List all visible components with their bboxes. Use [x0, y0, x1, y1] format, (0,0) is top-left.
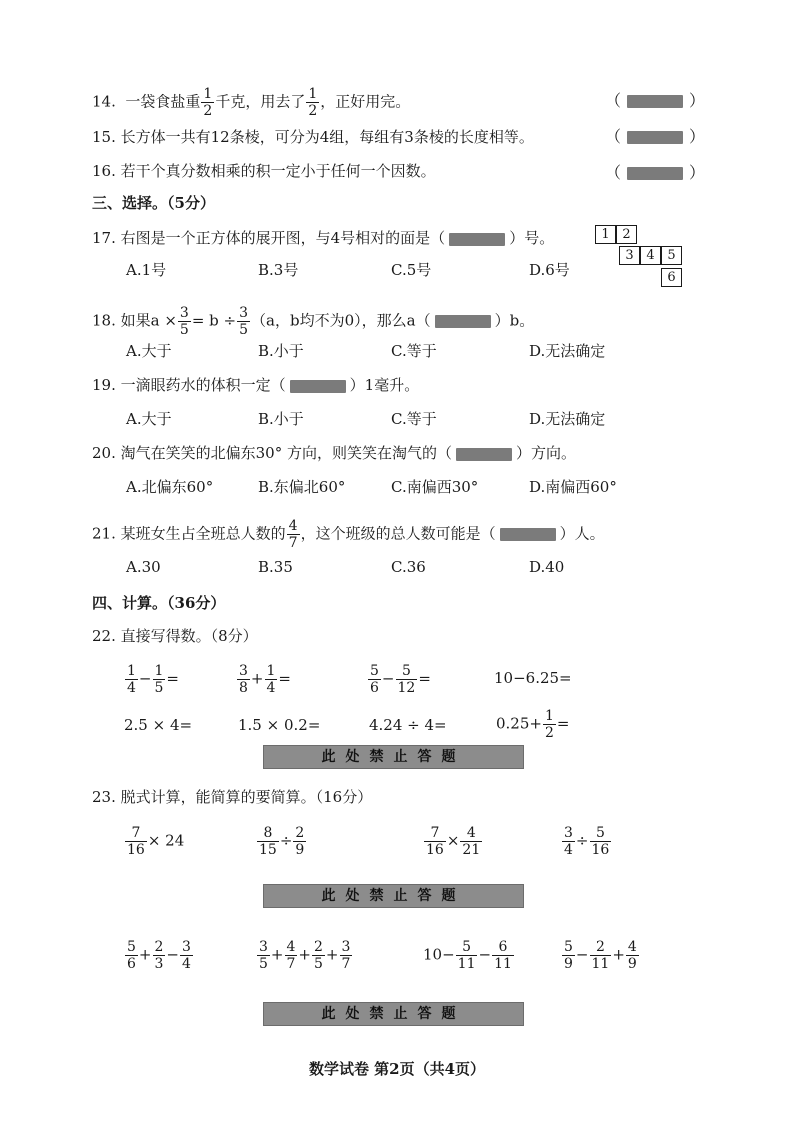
option-d[interactable]: D.6号	[529, 261, 570, 279]
net-face-2: 2	[616, 225, 637, 244]
option-c[interactable]: C.5号	[391, 261, 432, 279]
calc-23-e: $\frac{5}{6}$ + $\frac{2}{3}$ − $\frac{3}{4}$	[127, 939, 191, 972]
question-16: 16. 若干个真分数相乘的积一定小于任何一个因数。	[92, 162, 436, 180]
fraction: $\frac{3}{4}$	[564, 825, 573, 858]
fraction: $\frac{7}{16}$	[127, 825, 145, 858]
calc-22-a: $\frac{1}{4}$ − $\frac{1}{5}$ =	[127, 663, 179, 696]
calc-23-b: $\frac{8}{15}$ ÷ $\frac{2}{9}$	[259, 825, 305, 858]
fraction: $\frac{4}{21}$	[462, 825, 481, 858]
calc-22-e: 2.5 × 4=	[124, 716, 193, 734]
fraction: $\frac{5}{11}$	[457, 939, 476, 972]
fraction: $\frac{5}{16}$	[591, 825, 610, 858]
fraction: $\frac{1}{2}$	[203, 86, 213, 119]
answer-box-15[interactable]: （ ）	[605, 127, 706, 146]
no-answer-banner: 此处禁止答题	[263, 884, 524, 908]
calc-22-d: 10−6.25=	[494, 669, 572, 687]
redacted-answer	[627, 95, 683, 108]
page-footer: 数学试卷 第2页（共4页）	[308, 1060, 486, 1078]
net-face-6: 6	[661, 268, 682, 287]
option-b[interactable]: B.小于	[258, 342, 304, 360]
fraction: $\frac{3}{5}$	[239, 305, 249, 338]
answer-box-16[interactable]: （ ）	[605, 163, 706, 182]
fraction: $\frac{6}{11}$	[494, 939, 512, 972]
no-answer-banner: 此处禁止答题	[263, 1002, 524, 1026]
calc-23-a: $\frac{7}{16}$ × 24	[127, 825, 185, 858]
calc-22-g: 4.24 ÷ 4=	[369, 716, 447, 734]
fraction: $\frac{8}{15}$	[259, 825, 277, 858]
section-title-calc: 四、计算。（36分）	[92, 594, 226, 612]
option-d[interactable]: D.无法确定	[529, 342, 606, 360]
option-c[interactable]: C.南偏西30°	[391, 478, 479, 496]
calc-23-c: $\frac{7}{16}$ × $\frac{4}{21}$	[426, 825, 481, 858]
calc-23-h: $\frac{5}{9}$ − $\frac{2}{11}$ + $\frac{4}{9}$	[564, 939, 637, 972]
redacted-answer	[456, 448, 512, 461]
option-c[interactable]: C.等于	[391, 342, 437, 360]
fraction: $\frac{7}{16}$	[426, 825, 444, 858]
fraction: $\frac{3}{5}$	[179, 305, 189, 338]
fraction: $\frac{3}{4}$	[182, 939, 191, 972]
redacted-answer	[449, 233, 505, 246]
option-b[interactable]: B.小于	[258, 410, 304, 428]
question-20: 20. 淘气在笑笑的北偏东30° 方向，则笑笑在淘气的（ ）方向。	[92, 444, 577, 462]
fraction: $\frac{4}{7}$	[286, 939, 296, 972]
no-answer-banner: 此处禁止答题	[263, 745, 524, 769]
question-22-title: 22. 直接写得数。（8分）	[92, 627, 258, 645]
calc-22-b: $\frac{3}{8}$ + $\frac{1}{4}$ =	[239, 663, 291, 696]
cube-net-diagram	[595, 225, 686, 289]
question-21: 21. 某班女生占全班总人数的 $\frac{4}{7}$ ，这个班级的总人数可能是（ ）人。	[92, 518, 605, 551]
option-a[interactable]: A.北偏东60°	[126, 478, 214, 496]
redacted-answer	[627, 167, 683, 180]
redacted-answer	[435, 315, 491, 328]
fraction: $\frac{3}{8}$	[239, 663, 248, 696]
fraction: $\frac{1}{4}$	[127, 663, 136, 696]
fraction: $\frac{4}{7}$	[288, 518, 298, 551]
fraction: $\frac{5}{6}$	[127, 939, 136, 972]
calc-23-d: $\frac{3}{4}$ ÷ $\frac{5}{16}$	[564, 825, 610, 858]
option-b[interactable]: B.35	[258, 558, 293, 576]
option-b[interactable]: B.东偏北60°	[258, 478, 346, 496]
section-title-choice: 三、选择。（5分）	[92, 194, 215, 212]
net-face-3: 3	[619, 246, 640, 265]
question-18: 18. 如果a × $\frac{3}{5}$ = b ÷ $\frac{3}{5}$ （a，b均不为0），那么a（ ）b。	[92, 305, 535, 338]
fraction: $\frac{1}{5}$	[154, 663, 164, 696]
option-d[interactable]: D.南偏西60°	[529, 478, 617, 496]
net-face-1: 1	[595, 225, 616, 244]
fraction: $\frac{2}{5}$	[314, 939, 323, 972]
fraction: $\frac{2}{11}$	[591, 939, 610, 972]
question-14: 14. 一袋食盐重 $\frac{1}{2}$ 千克，用去了 $\frac{1}{2}$ ，正好用完。	[92, 86, 411, 119]
fraction: $\frac{1}{2}$	[308, 86, 318, 119]
answer-box-14[interactable]: （ ）	[605, 91, 706, 110]
redacted-answer	[290, 380, 346, 393]
net-face-5: 5	[661, 246, 682, 265]
redacted-answer	[500, 528, 556, 541]
question-19: 19. 一滴眼药水的体积一定（ ）1毫升。	[92, 376, 420, 394]
calc-23-g: 10− $\frac{5}{11}$ − $\frac{6}{11}$	[423, 939, 512, 972]
calc-23-f: $\frac{3}{5}$ + $\frac{4}{7}$ + $\frac{2}{5}$ + $\frac{3}{7}$	[259, 939, 351, 972]
fraction: $\frac{2}{3}$	[154, 939, 164, 972]
fraction: $\frac{3}{5}$	[259, 939, 268, 972]
question-15: 15. 长方体一共有12条棱，可分为4组，每组有3条棱的长度相等。	[92, 128, 534, 146]
option-c[interactable]: C.等于	[391, 410, 437, 428]
option-a[interactable]: A.大于	[126, 342, 172, 360]
fraction: $\frac{4}{9}$	[627, 939, 637, 972]
option-b[interactable]: B.3号	[258, 261, 299, 279]
redacted-answer	[627, 131, 683, 144]
fraction: $\frac{3}{7}$	[341, 939, 351, 972]
fraction: $\frac{1}{4}$	[266, 663, 276, 696]
fraction: $\frac{1}{2}$	[544, 708, 554, 741]
question-23-title: 23. 脱式计算，能简算的要简算。（16分）	[92, 788, 373, 806]
option-d[interactable]: D.无法确定	[529, 410, 606, 428]
fraction: $\frac{5}{12}$	[397, 663, 416, 696]
option-a[interactable]: A.大于	[126, 410, 172, 428]
net-face-4: 4	[640, 246, 661, 265]
calc-22-c: $\frac{5}{6}$ − $\frac{5}{12}$ =	[370, 663, 431, 696]
option-c[interactable]: C.36	[391, 558, 426, 576]
calc-22-f: 1.5 × 0.2=	[238, 716, 321, 734]
fraction: $\frac{2}{9}$	[295, 825, 305, 858]
calc-22-h: 0.25+ $\frac{1}{2}$ =	[496, 708, 570, 741]
option-d[interactable]: D.40	[529, 558, 565, 576]
fraction: $\frac{5}{6}$	[370, 663, 379, 696]
option-a[interactable]: A.1号	[126, 261, 167, 279]
option-a[interactable]: A.30	[126, 558, 161, 576]
fraction: $\frac{5}{9}$	[564, 939, 573, 972]
question-17: 17. 右图是一个正方体的展开图，与4号相对的面是（ ）号。	[92, 229, 555, 247]
